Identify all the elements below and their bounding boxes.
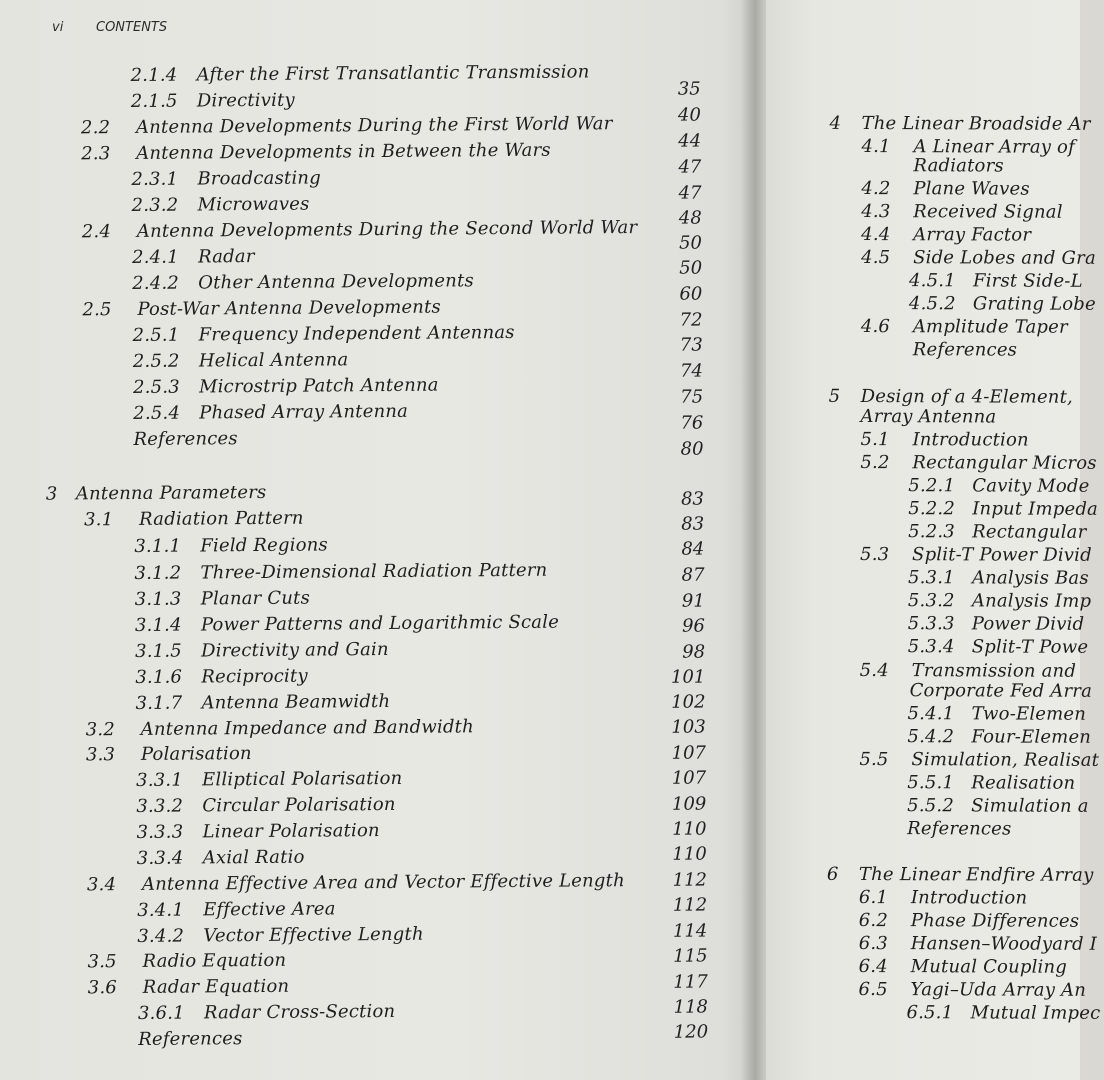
toc-entry-title: Broadcasting (197, 167, 321, 190)
toc-page-number: 35 (677, 78, 701, 100)
toc-entry-number: 5.2.1 (908, 475, 956, 497)
toc-entry-title: Hansen–Woodyard I (910, 933, 1097, 955)
toc-entry-title: Antenna Beamwidth (201, 690, 391, 714)
left-toc-entry (135, 588, 310, 610)
toc-entry-title: First Side-L (972, 270, 1083, 292)
toc-page-number: 50 (678, 232, 703, 254)
toc-entry-title: Side Lobes and Gra (913, 247, 1096, 269)
header-page-number: vi (52, 20, 64, 35)
left-toc-entry (84, 508, 304, 531)
right-toc-entry (861, 316, 1068, 338)
toc-entry-number: 3.3 (85, 744, 116, 766)
left-toc-entry (133, 375, 439, 398)
toc-entry-title: Antenna Effective Area and Vector Effective Length (141, 870, 625, 895)
toc-entry-number: 3.1.7 (135, 692, 183, 714)
toc-entry-title: Microstrip Patch Antenna (198, 374, 439, 398)
toc-entry-number: 6.5 (858, 979, 888, 1001)
left-toc-entry (134, 560, 547, 584)
left-toc-entry (136, 794, 395, 817)
toc-entry-number: 4.6 (860, 316, 891, 338)
toc-page-number: 74 (679, 360, 704, 382)
left-toc-entry (131, 61, 590, 86)
toc-entry-number: 4.3 (861, 201, 891, 223)
toc-entry-number: 5.4.2 (907, 726, 955, 748)
right-toc-entry (907, 726, 1091, 748)
toc-page-number: 112 (672, 894, 708, 916)
toc-entry-title: Linear Polarisation (202, 820, 380, 843)
right-toc-entry (910, 680, 1093, 702)
toc-page-number: 87 (681, 564, 705, 586)
toc-entry-number: 4.5 (861, 247, 891, 269)
toc-entry-title: The Linear Endfire Array (858, 864, 1094, 886)
left-toc-entry (86, 743, 252, 765)
right-toc-entry (907, 795, 1089, 817)
toc-entry-number: 2.5.3 (132, 376, 180, 398)
toc-page-number: 102 (671, 691, 706, 713)
left-toc-entry (86, 716, 474, 740)
toc-page-number: 118 (673, 996, 709, 1018)
left-toc-entry (81, 140, 551, 165)
toc-entry-number: 2.1.4 (130, 64, 178, 86)
toc-page-number: 110 (672, 843, 707, 865)
toc-entry-number: 2.4.1 (131, 246, 179, 268)
toc-entry-number: 5 (828, 385, 841, 407)
left-toc-entry (134, 534, 328, 557)
toc-entry-number: 2.5.1 (132, 324, 180, 346)
right-toc-entry (827, 864, 1094, 886)
toc-entry-title: Microwaves (197, 193, 310, 216)
right-toc-entry (859, 910, 1080, 932)
toc-entry-title: Four-Elemen (971, 726, 1092, 748)
toc-entry-title: Effective Area (203, 898, 336, 921)
toc-entry-number: 3 (45, 483, 58, 505)
toc-entry-title: Three-Dimensional Radiation Pattern (200, 559, 548, 584)
toc-page-number: 72 (679, 309, 703, 331)
toc-entry-number: 6.3 (858, 933, 888, 955)
left-toc-entry (88, 976, 290, 999)
toc-entry-title: Reciprocity (201, 665, 308, 688)
toc-entry-number: 3.4 (86, 874, 117, 896)
toc-entry-title: Radar Equation (142, 975, 290, 998)
right-toc-entry (861, 178, 1030, 200)
left-toc-entry (133, 322, 515, 346)
left-toc-entry (132, 270, 474, 294)
toc-entry-title: Circular Polarisation (202, 793, 396, 817)
right-toc-entry (907, 772, 1075, 794)
toc-entry-title: Amplitude Taper (912, 316, 1068, 338)
right-toc-entry (908, 498, 1098, 520)
toc-entry-title: Radar (197, 246, 255, 268)
left-toc-entry (135, 612, 559, 636)
left-toc-entry (135, 691, 390, 714)
left-toc-entry (137, 924, 424, 947)
toc-entry-title: Realisation (971, 772, 1076, 794)
left-toc-entry (137, 898, 336, 921)
toc-entry-number: 3.3.1 (136, 769, 184, 791)
right-toc-entry (829, 386, 1073, 408)
toc-page-number: 120 (673, 1021, 709, 1043)
toc-entry-number: 6.1 (858, 887, 889, 909)
toc-page-number: 83 (681, 513, 705, 535)
right-toc-entry (859, 933, 1097, 955)
right-toc-entry (908, 636, 1089, 658)
toc-page-number: 91 (681, 590, 705, 612)
right-toc-entry (913, 155, 1003, 176)
right-toc-entry (913, 339, 1017, 360)
toc-entry-title: Post-War Antenna Developments (137, 296, 442, 320)
right-toc-entry (908, 613, 1085, 635)
toc-entry-title: Simulation a (971, 795, 1089, 817)
toc-entry-title: Introduction (912, 429, 1029, 451)
toc-entry-number: 5.4.1 (907, 703, 955, 725)
toc-entry-title: Split-T Powe (971, 636, 1089, 658)
toc-entry-number: 3.1 (84, 509, 114, 531)
toc-entry-title: Radar Cross-Section (203, 1000, 396, 1024)
toc-entry-title: References (912, 339, 1018, 361)
toc-page-number: 112 (672, 869, 708, 891)
toc-page-number: 110 (672, 818, 707, 840)
left-toc-entry (82, 217, 638, 242)
toc-entry-number: 6.4 (858, 956, 888, 978)
toc-entry-number: 5.5 (859, 749, 889, 771)
toc-page-number: 115 (673, 945, 708, 967)
toc-page-number: 117 (673, 971, 708, 993)
toc-entry-number: 5.3.2 (907, 590, 955, 612)
right-toc-entry (861, 201, 1063, 223)
left-toc-entry (133, 401, 408, 424)
toc-entry-title: Planar Cuts (200, 587, 311, 610)
toc-entry-number: 5.2 (860, 452, 890, 474)
right-toc-entry (906, 1002, 1100, 1024)
toc-entry-number: 6.2 (858, 910, 889, 932)
right-toc-entry (907, 818, 1011, 839)
left-toc-entry (46, 482, 267, 505)
toc-entry-title: Radiators (913, 155, 1004, 177)
toc-entry-title: Frequency Independent Antennas (198, 321, 515, 346)
left-toc-entry (132, 246, 255, 268)
left-toc-entry (87, 950, 286, 973)
toc-entry-number: 4.5.1 (908, 270, 956, 292)
toc-entry-number: 4.5.2 (908, 293, 956, 315)
toc-entry-number: 3.1.6 (135, 666, 183, 688)
toc-entry-title: References (133, 428, 238, 450)
left-toc-entry (136, 768, 402, 791)
toc-entry-number: 5.3.3 (907, 613, 955, 635)
toc-entry-number: 5.3 (860, 544, 890, 566)
toc-page-number: 73 (679, 334, 703, 356)
toc-entry-title: References (138, 1028, 243, 1050)
toc-entry-title: Power Divid (971, 613, 1085, 635)
right-toc-entry (909, 293, 1096, 315)
toc-entry-number: 3.1.4 (134, 614, 182, 636)
toc-page-number: 60 (679, 283, 703, 305)
toc-entry-number: 3.1.5 (135, 640, 183, 662)
toc-entry-number: 3.3.3 (136, 821, 184, 843)
toc-entry-number: 2.1.5 (130, 90, 178, 112)
toc-page-number: 76 (680, 412, 704, 434)
toc-entry-number: 5.2.2 (908, 498, 956, 520)
left-toc-entry (131, 167, 321, 189)
book-gutter (742, 0, 768, 1080)
right-toc-entry (859, 956, 1067, 978)
toc-entry-number: 3.1.1 (134, 535, 182, 557)
toc-entry-number: 3.5 (87, 951, 117, 973)
toc-entry-number: 2.4.2 (132, 272, 180, 294)
right-toc-entry (907, 703, 1086, 725)
toc-entry-title: Antenna Developments During the Second World War (136, 217, 638, 242)
left-toc-entry (135, 639, 389, 662)
toc-entry-title: Antenna Parameters (75, 481, 267, 505)
toc-entry-title: Antenna Impedance and Bandwidth (140, 716, 474, 740)
toc-entry-title: Design of a 4-Element, (860, 386, 1074, 408)
toc-entry-number: 2.3 (81, 143, 111, 165)
toc-entry-number: 5.1 (860, 429, 890, 451)
left-toc-entry (132, 194, 310, 216)
toc-entry-title: Rectangular Micros (912, 452, 1097, 474)
right-toc-entry (859, 887, 1027, 909)
toc-entry-title: Radiation Pattern (139, 507, 304, 530)
toc-entry-number: 3.6 (87, 977, 118, 999)
toc-page-number: 47 (678, 156, 702, 178)
left-toc-entry (135, 666, 308, 688)
toc-entry-title: Split-T Power Divid (912, 544, 1092, 566)
toc-entry-number: 4.1 (861, 136, 891, 158)
toc-page-number: 84 (681, 538, 705, 560)
page-header (52, 20, 167, 35)
toc-entry-title: Vector Effective Length (203, 923, 424, 947)
toc-page-number: 98 (682, 641, 706, 663)
right-toc-entry (830, 113, 1091, 135)
toc-entry-title: Introduction (910, 887, 1028, 909)
right-toc-entry (909, 270, 1083, 292)
right-toc-entry (908, 475, 1089, 497)
toc-entry-title: Corporate Fed Arra (909, 680, 1093, 702)
toc-entry-title: Simulation, Realisat (911, 749, 1100, 771)
toc-entry-number: 3.1.2 (134, 562, 182, 584)
toc-entry-number: 2.5 (82, 299, 112, 321)
toc-entry-title: References (907, 818, 1012, 840)
toc-page-number: 107 (671, 742, 707, 764)
right-toc-entry (860, 452, 1096, 474)
toc-page-number: 101 (670, 666, 706, 688)
toc-entry-number: 3.4.1 (137, 899, 185, 921)
toc-entry-number: 5.5.2 (907, 795, 955, 817)
toc-page-number: 44 (678, 130, 702, 152)
toc-page-number: 114 (672, 920, 708, 942)
toc-entry-title: Mutual Impec (970, 1002, 1101, 1024)
toc-entry-number: 4.4 (861, 224, 891, 246)
left-toc-entry (81, 113, 613, 138)
toc-entry-number: 2.5.4 (133, 402, 181, 424)
left-toc-entry (82, 297, 441, 321)
toc-page-number: 80 (680, 438, 704, 460)
toc-entry-number: 3.6.1 (137, 1002, 185, 1024)
toc-entry-number: 3.3.2 (136, 795, 184, 817)
toc-entry-number: 2.3.2 (131, 194, 179, 216)
left-toc-entry (131, 90, 295, 112)
toc-entry-title: Analysis Bas (971, 567, 1089, 589)
toc-entry-title: Grating Lobe (972, 293, 1096, 315)
toc-page-number: 96 (681, 615, 706, 637)
toc-entry-number: 5.3.4 (907, 636, 955, 658)
toc-entry-number: 5.4 (859, 660, 889, 682)
toc-entry-number: 5.5.1 (907, 772, 955, 794)
toc-entry-title: Array Factor (913, 224, 1032, 246)
right-toc-entry (859, 749, 1099, 771)
toc-entry-title: Two-Elemen (971, 703, 1087, 725)
toc-page-number: 75 (680, 386, 704, 408)
toc-entry-number: 3.4.2 (137, 925, 185, 947)
toc-entry-title: Yagi–Uda Array An (910, 979, 1087, 1001)
toc-entry-title: Mutual Coupling (910, 956, 1068, 978)
right-toc-entry (860, 544, 1092, 566)
toc-entry-title: Polarisation (140, 743, 252, 765)
toc-entry-title: Transmission and (911, 660, 1077, 682)
toc-entry-number: 3.3.4 (136, 847, 184, 869)
right-toc-entry (908, 590, 1091, 612)
toc-entry-title: Input Impeda (972, 498, 1099, 520)
toc-entry-title: Directivity and Gain (201, 638, 389, 662)
toc-entry-title: Analysis Imp (971, 590, 1092, 612)
toc-entry-title: Antenna Developments During the First World War (135, 113, 613, 138)
right-toc-entry (859, 979, 1087, 1001)
toc-entry-title: Antenna Developments in Between the Wars (136, 139, 551, 164)
left-toc-entry (138, 1001, 396, 1024)
toc-page-number: 48 (678, 207, 702, 229)
header-title: CONTENTS (96, 20, 168, 35)
toc-entry-number: 5.3.1 (907, 567, 955, 589)
toc-page-number: 47 (678, 182, 702, 204)
toc-page-number: 103 (671, 716, 706, 738)
toc-entry-title: Axial Ratio (202, 846, 305, 869)
left-toc-entry (133, 349, 349, 372)
toc-entry-title: Rectangular (972, 521, 1087, 543)
toc-entry-number: 2.2 (80, 117, 111, 139)
toc-entry-title: Helical Antenna (198, 349, 349, 372)
toc-entry-title: The Linear Broadside Ar (861, 113, 1091, 135)
right-toc-entry (860, 429, 1028, 451)
toc-entry-title: Directivity (196, 89, 295, 112)
toc-entry-number: 2.4 (81, 221, 112, 243)
left-toc-entry (138, 1028, 243, 1050)
toc-page-number: 109 (671, 793, 707, 815)
right-toc-entry (908, 567, 1089, 589)
right-toc-entry (860, 660, 1077, 682)
toc-entry-number: 6.5.1 (906, 1002, 954, 1024)
right-toc-entry (861, 247, 1096, 269)
toc-entry-title: Field Regions (200, 534, 329, 557)
toc-entry-title: Other Antenna Developments (198, 270, 474, 294)
toc-entry-number: 2.3.1 (131, 168, 179, 190)
toc-entry-number: 5.2.3 (908, 521, 955, 543)
toc-entry-title: Elliptical Polarisation (202, 767, 403, 791)
toc-entry-number: 2.5.2 (132, 350, 180, 372)
toc-entry-title: Plane Waves (913, 178, 1030, 200)
toc-entry-title: Phase Differences (910, 910, 1080, 932)
toc-entry-number: 3.1.3 (134, 588, 182, 610)
right-toc-entry (861, 224, 1031, 246)
right-toc-entry (861, 406, 997, 427)
toc-entry-title: Array Antenna (860, 406, 997, 428)
toc-entry-title: Radio Equation (142, 949, 287, 972)
toc-entry-number: 3.2 (85, 719, 116, 741)
toc-entry-title: Power Patterns and Logarithmic Scale (200, 611, 560, 636)
toc-entry-title: A Linear Array of (913, 136, 1075, 158)
toc-entry-number: 4.2 (861, 178, 891, 200)
toc-page-number: 107 (671, 767, 707, 789)
toc-page-number: 40 (677, 104, 702, 126)
toc-page-number: 50 (679, 257, 703, 279)
toc-entry-title: Phased Array Antenna (199, 400, 409, 424)
right-toc-entry (908, 521, 1086, 543)
toc-entry-number: 6 (826, 863, 839, 885)
toc-entry-title: After the First Transatlantic Transmission (196, 61, 590, 86)
left-toc-entry (137, 847, 305, 869)
toc-entry-title: Cavity Mode (972, 475, 1090, 497)
toc-page-number: 83 (680, 488, 705, 510)
left-toc-entry (136, 820, 379, 843)
left-toc-entry (87, 870, 625, 895)
toc-entry-number: 4 (829, 112, 842, 134)
left-toc-entry (133, 428, 238, 450)
toc-entry-title: Received Signal (913, 201, 1063, 223)
